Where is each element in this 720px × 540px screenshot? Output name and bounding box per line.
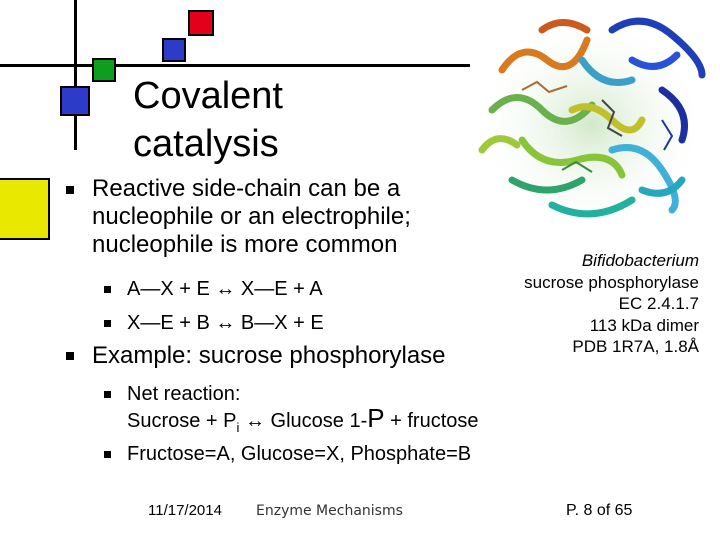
sub-bullet-2-marker <box>104 320 111 327</box>
protein-structure-image <box>462 0 720 248</box>
title-line-1: Covalent <box>133 75 283 117</box>
footer-date: 11/17/2014 <box>148 502 222 519</box>
yellow-square <box>0 178 50 240</box>
caption-line-4: PDB 1R7A, 1.8Å <box>572 337 699 356</box>
bullet-1-marker <box>66 186 74 194</box>
caption-line-1: sucrose phosphorylase <box>524 272 699 292</box>
assignment-line: Fructose=A, Glucose=X, Phosphate=B <box>127 443 472 465</box>
caption-organism: Bifidobacterium <box>581 251 699 270</box>
footer-course: Enzyme Mechanisms <box>256 503 403 519</box>
sub-bullet-4-marker <box>104 451 111 458</box>
left-rule <box>74 0 77 150</box>
title-line-2: catalysis <box>133 123 279 165</box>
net-reaction-equation <box>127 403 479 440</box>
eq-sucrose: Sucrose + P <box>127 410 237 432</box>
structure-caption <box>524 250 699 358</box>
caption-line-3: 113 kDa dimer <box>589 315 699 335</box>
reaction-1: A—X + E ↔ X—E + A <box>127 278 323 300</box>
top-rule <box>0 64 470 67</box>
eq-pi-subscript: i <box>236 420 240 435</box>
blue-square-small <box>162 38 186 62</box>
bullet-2-text: Example: sucrose phosphorylase <box>92 342 446 369</box>
bullet-1-line-3: nucleophile is more common <box>92 231 398 258</box>
net-reaction <box>127 382 479 440</box>
footer-page: P. 8 of 65 <box>566 502 633 519</box>
bullet-1-line-2: nucleophile or an electrophile; <box>92 203 411 230</box>
eq-glucose: ↔ Glucose 1- <box>239 410 368 432</box>
green-square <box>92 58 116 82</box>
eq-p-symbol: P <box>367 403 385 433</box>
bullet-2-marker <box>66 352 74 360</box>
reaction-2: X—E + B ↔ B—X + E <box>127 312 324 334</box>
slide-title <box>133 72 283 168</box>
eq-fructose: + fructose <box>384 410 479 432</box>
bullet-1-line-1: Reactive side-chain can be a <box>92 175 401 202</box>
bullet-1-text <box>92 175 411 259</box>
blue-square-large <box>60 86 90 116</box>
sub-bullet-3-marker <box>104 391 111 398</box>
caption-line-2: EC 2.4.1.7 <box>618 294 699 313</box>
red-square <box>188 10 214 36</box>
sub-bullet-1-marker <box>104 286 111 293</box>
net-reaction-label: Net reaction: <box>127 383 241 405</box>
